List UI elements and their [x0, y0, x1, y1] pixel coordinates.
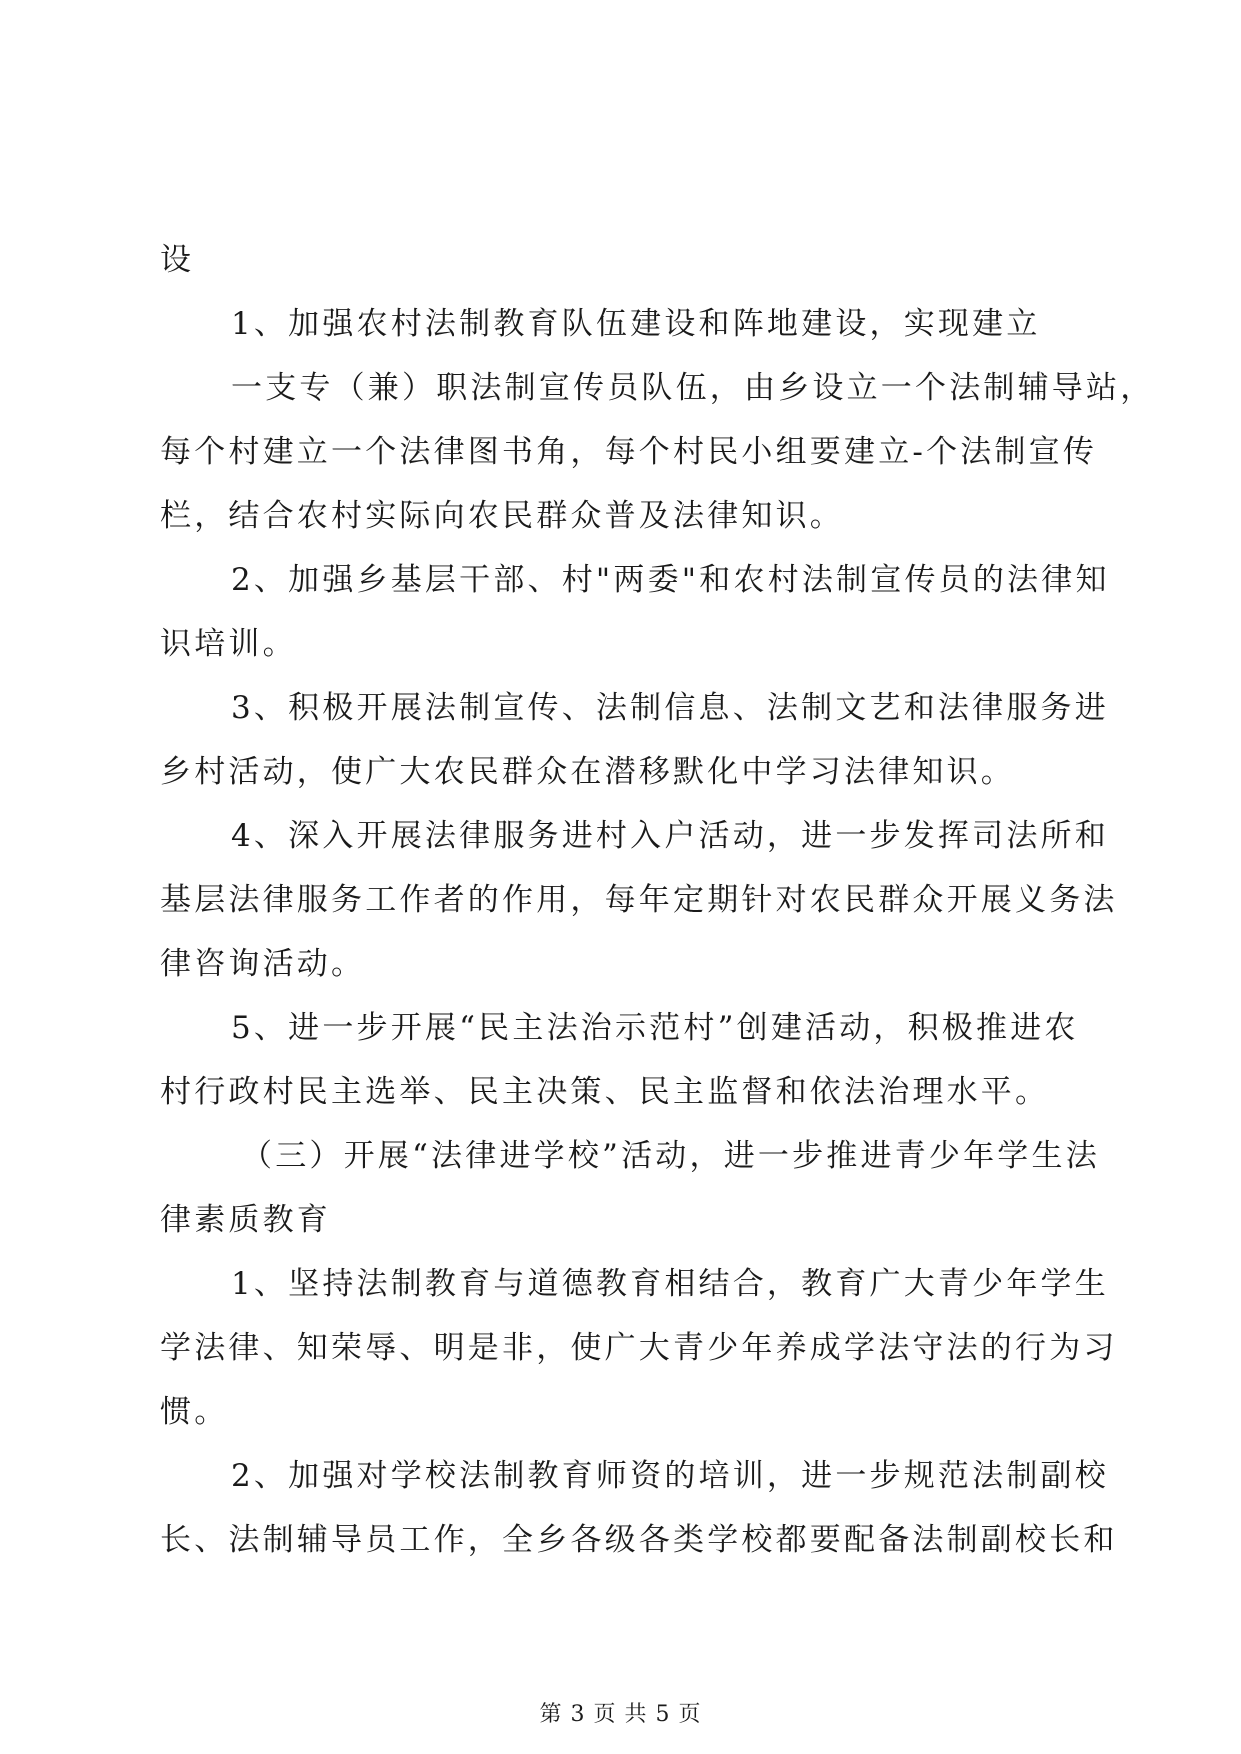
text-line-11: 基层法律服务工作者的作用，每年定期针对农民群众开展义务法: [160, 882, 1118, 918]
page-footer: 第 3 页 共 5 页: [539, 1702, 702, 1727]
section-heading-3-cont: 律素质教育: [160, 1202, 331, 1238]
text-line-9: 乡村活动，使广大农民群众在潜移默化中学习法律知识。: [160, 754, 1015, 790]
text-line-19: 惯。: [160, 1394, 229, 1430]
text-line-10: 4、深入开展法律服务进村入户活动，进一步发挥司法所和: [231, 818, 1109, 854]
text-line-4: 每个村建立一个法律图书角，每个村民小组要建立-个法制宣传: [160, 434, 1098, 470]
text-line-5: 栏，结合农村实际向农民群众普及法律知识。: [160, 498, 844, 534]
text-line-12: 律咨询活动。: [160, 946, 366, 982]
text-line-6: 2、加强乡基层干部、村"两委"和农村法制宣传员的法律知: [231, 562, 1110, 598]
text-line-18: 学法律、知荣辱、明是非，使广大青少年养成学法守法的行为习: [160, 1330, 1118, 1366]
text-line-14: 村行政村民主选举、民主决策、民主监督和依法治理水平。: [160, 1074, 1050, 1110]
text-line-8: 3、积极开展法制宣传、法制信息、法制文艺和法律服务进: [231, 690, 1109, 726]
text-line-2: 1、加强农村法制教育队伍建设和阵地建设，实现建立: [231, 306, 1041, 342]
text-line-1: 设: [160, 242, 195, 278]
text-line-7: 识培训。: [160, 626, 297, 662]
text-line-13: 5、进一步开展“民主法治示范村”创建活动，积极推进农: [231, 1010, 1079, 1046]
text-line-3: 一支专（兼）职法制宣传员队伍，由乡设立一个法制辅导站，: [231, 370, 1155, 406]
text-line-21: 长、法制辅导员工作，全乡各级各类学校都要配备法制副校长和: [160, 1522, 1118, 1558]
text-line-20: 2、加强对学校法制教育师资的培训，进一步规范法制副校: [231, 1458, 1109, 1494]
section-heading-3: （三）开展“法律进学校”活动，进一步推进青少年学生法: [241, 1138, 1100, 1174]
text-line-17: 1、坚持法制教育与道德教育相结合，教育广大青少年学生: [231, 1266, 1109, 1302]
